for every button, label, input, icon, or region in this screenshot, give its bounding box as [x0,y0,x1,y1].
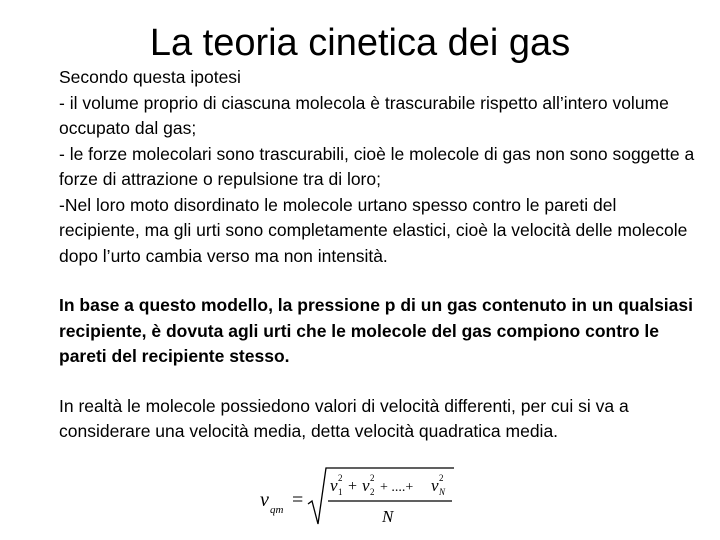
numerator-plus-1: + [348,478,358,495]
rms-velocity-formula [256,466,456,532]
numerator-sup-2: 2 [370,473,375,483]
slide-body [59,65,699,445]
numerator-term-vN: v [431,476,439,495]
numerator-sup-1: 2 [338,473,343,483]
numerator-ellipsis: + ....+ [380,480,414,495]
hypothesis-point-1: - il volume proprio di ciascuna molecola è trascurabile rispetto all’intero volume occupato dal gas; [59,92,669,138]
hypothesis-point-3: -Nel loro moto disordinato le molecole urtano spesso contro le pareti del recipiente, ma gli urti sono completamente elastici, cioè la velocità delle molecole dopo l’urto cambia verso ma non intensità. [59,194,688,266]
formula-lhs-subscript: qm [270,504,284,516]
formula-graphic [256,466,456,532]
numerator-sub-1: 1 [338,487,343,497]
paragraph-spacer [59,269,699,293]
pressure-paragraph: In base a questo modello, la pressione p di un gas contenuto in un qualsiasi recipiente, è dovuta agli urti che le molecole del gas compiono contro le pareti del recipiente stesso. [59,295,693,366]
numerator-sup-N: 2 [439,473,444,483]
velocity-paragraph: In realtà le molecole possiedono valori di velocità differenti, per cui si va a considerare una velocità media, detta velocità quadratica media. [59,395,629,441]
paragraph-spacer [59,370,699,394]
hypothesis-point-2: - le forze molecolari sono trascurabili, cioè le molecole di gas non sono soggette a forze di attrazione o repulsione tra di loro; [59,143,695,189]
intro-line: Secondo questa ipotesi [59,67,241,87]
slide-title: La teoria cinetica dei gas [149,22,571,64]
numerator-term-v2: v [362,476,370,495]
formula-lhs: v [260,489,269,511]
numerator-sub-N: N [439,487,446,497]
numerator-term-v1: v [330,476,338,495]
numerator-sub-2: 2 [370,487,375,497]
denominator: N [382,507,394,526]
formula-equals-sign: = [292,489,304,511]
